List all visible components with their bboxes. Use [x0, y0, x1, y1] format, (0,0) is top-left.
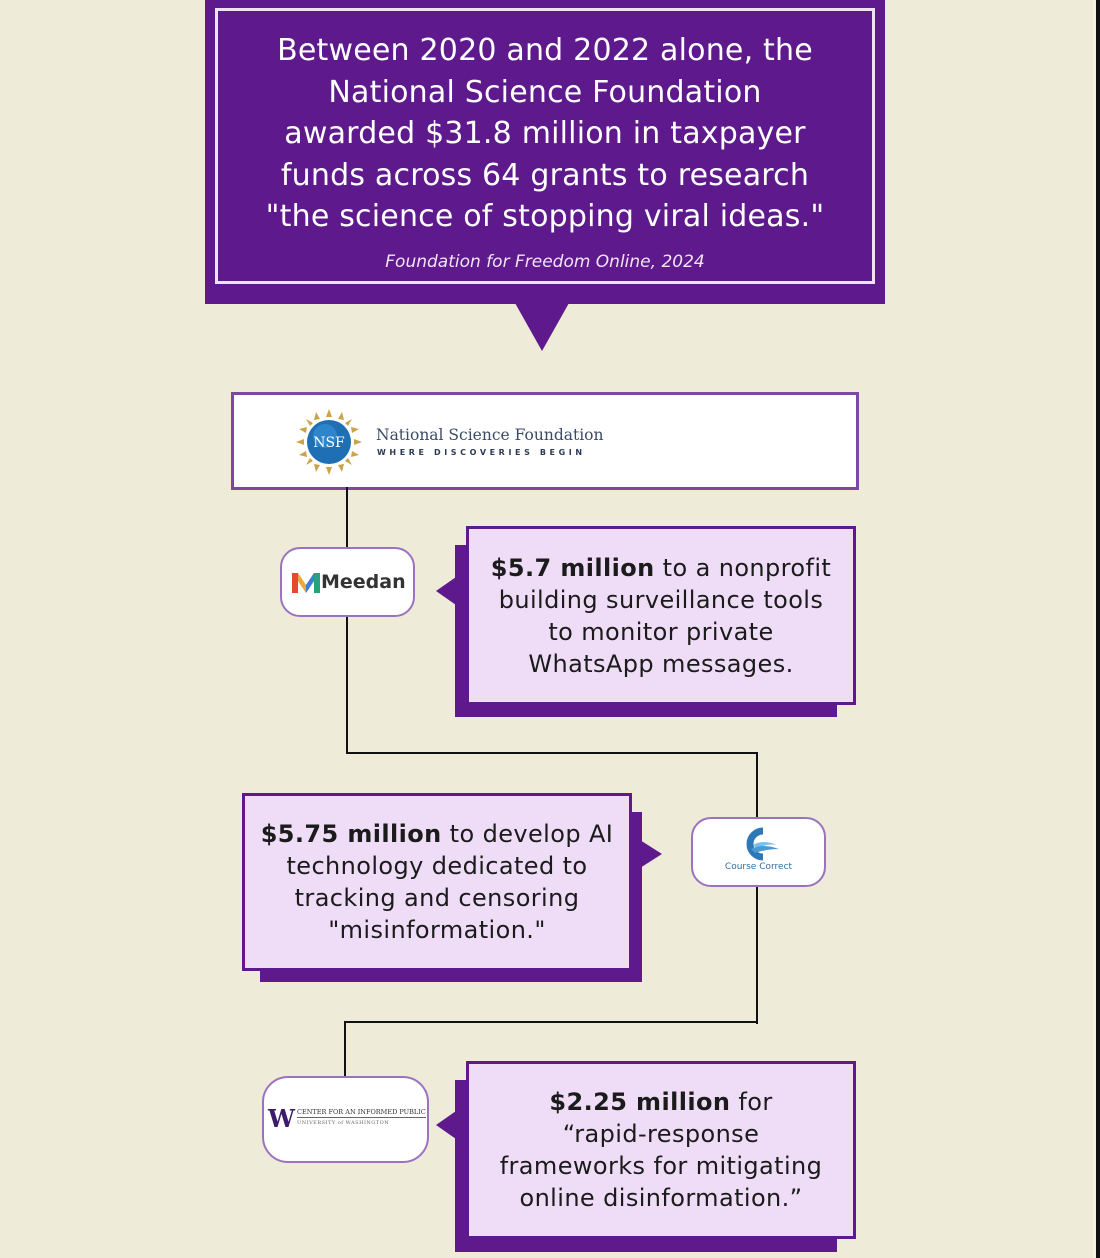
nsf-seal-text: NSF [313, 435, 345, 451]
grant-text-line [469, 552, 853, 584]
grant-callout-meedan [466, 526, 856, 705]
callout-pointer-icon [436, 1111, 456, 1139]
nsf-seal-icon [296, 409, 362, 475]
grant-amount: $5.75 million [260, 820, 442, 848]
header-quote-text [234, 30, 856, 238]
cip-logo-pill [262, 1076, 429, 1163]
course-correct-logo-text: Course Correct [724, 862, 793, 872]
grant-text-line: “rapid-response [562, 1120, 760, 1148]
uw-logo-icon: W [268, 1104, 295, 1133]
connector-line [756, 886, 758, 1024]
callout-pointer-icon [436, 577, 456, 605]
grant-text: to develop AI [441, 820, 614, 848]
connector-line [344, 1021, 346, 1078]
connector-line [346, 487, 348, 547]
grant-text-line: building surveillance tools [498, 585, 824, 614]
grant-text-line: tracking and censoring [294, 884, 580, 912]
page-edge [1096, 0, 1100, 1258]
quote-line: funds across 64 grants to research [280, 157, 810, 193]
quote-source: Foundation for Freedom Online, 2024 [385, 251, 705, 272]
connector-line [344, 1021, 758, 1023]
nsf-name: National Science Foundation [376, 426, 604, 444]
grant-text-line: technology dedicated to [286, 852, 588, 880]
grant-amount: $5.7 million [490, 553, 655, 582]
grant-text-line: "misinformation." [328, 916, 546, 944]
quote-line: awarded $31.8 million in taxpayer [284, 116, 806, 151]
meedan-logo-pill [280, 547, 415, 617]
header-pointer-icon [515, 303, 569, 351]
meedan-logo-icon [292, 573, 320, 593]
grant-text-line: online disinformation.” [519, 1184, 803, 1212]
quote-line: Between 2020 and 2022 alone, the [277, 33, 813, 68]
grant-text: to a nonprofit [654, 553, 832, 582]
course-correct-logo-icon [739, 827, 781, 861]
header-quote-frame [215, 8, 875, 284]
quote-line: National Science Foundation [328, 74, 762, 110]
callout-pointer-icon [640, 840, 662, 868]
grant-text-line: WhatsApp messages. [528, 649, 794, 678]
grant-text-line [469, 1086, 853, 1118]
grant-callout-cip [466, 1061, 856, 1239]
connector-line [346, 752, 758, 754]
connector-line [346, 616, 348, 754]
quote-line: "the science of stopping viral ideas." [265, 199, 825, 234]
grant-text-line: to monitor private [548, 617, 774, 646]
grant-amount: $2.25 million [549, 1088, 731, 1116]
nsf-tagline: WHERE DISCOVERIES BEGIN [377, 448, 586, 457]
grant-text-line: frameworks for mitigating [499, 1152, 823, 1180]
grant-text-line [245, 818, 629, 850]
grant-text: for [730, 1088, 773, 1116]
cip-logo-text: CENTER FOR AN INFORMED PUBLIC [297, 1108, 426, 1116]
connector-line [756, 752, 758, 818]
header-quote-box [205, 0, 885, 304]
grant-callout-course-correct [242, 793, 632, 971]
meedan-logo-text: Meedan [321, 571, 406, 593]
cip-logo-subtext: UNIVERSITY of WASHINGTON [297, 1120, 390, 1126]
nsf-logo-box [231, 392, 859, 490]
course-correct-logo-pill [691, 817, 826, 887]
